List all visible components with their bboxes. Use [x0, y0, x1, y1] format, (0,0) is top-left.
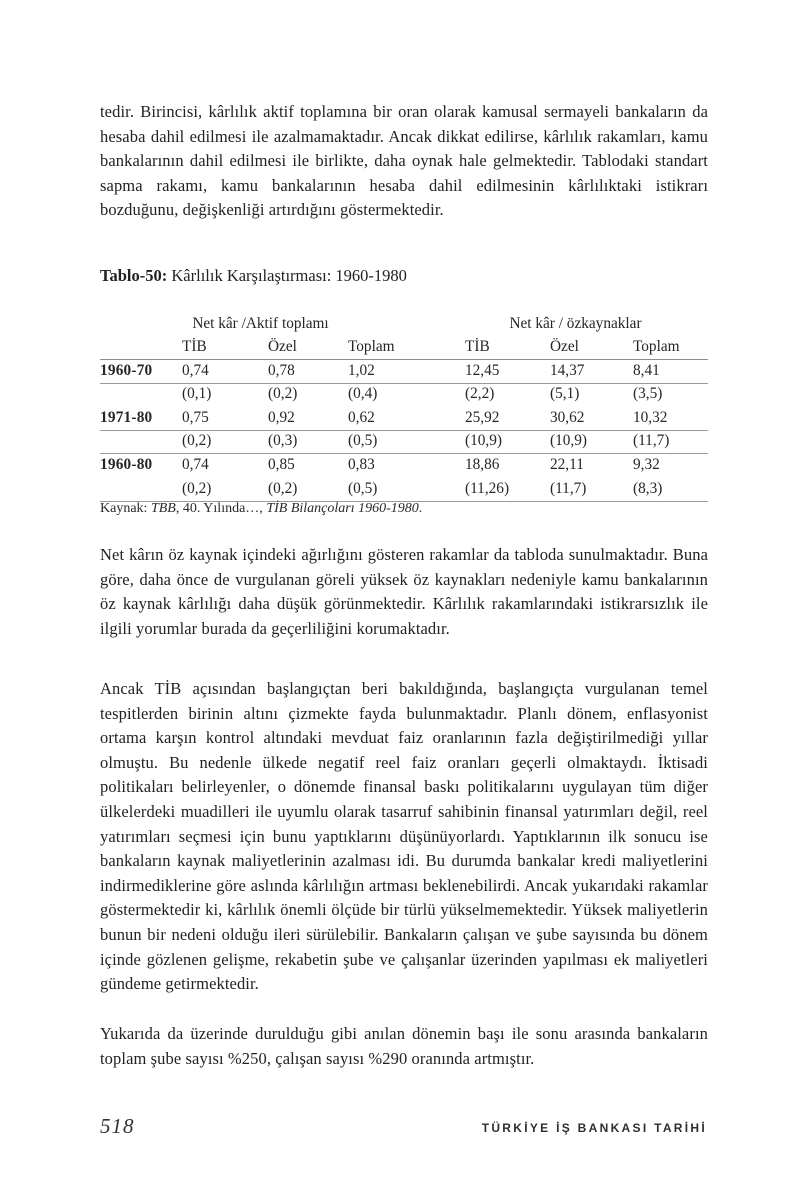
table-cell: (0,1) [182, 385, 212, 402]
table-cell: 0,74 [182, 456, 209, 473]
table-cell: 18,86 [465, 456, 500, 473]
table-title-label: Tablo-50: [100, 266, 168, 285]
table-cell: 30,62 [550, 409, 585, 426]
row-label: 1971-80 [100, 409, 153, 426]
running-title: TÜRKİYE İŞ BANKASI TARİHİ [481, 1121, 707, 1135]
column-header: Özel [550, 338, 579, 355]
group-header-net-profit-assets: Net kâr /Aktif toplamı [192, 315, 329, 332]
table-cell: 0,78 [268, 362, 295, 379]
table-title-text: Kârlılık Karşılaştırması: 1960-1980 [167, 266, 407, 285]
source-mid: , 40. Yılında…, [175, 501, 267, 516]
table-cell: 8,41 [633, 362, 660, 379]
table-row-1960-80-stddev [100, 477, 708, 502]
table-cell: 25,92 [465, 409, 500, 426]
row-label: 1960-70 [100, 362, 153, 379]
table-group-header-row [100, 310, 708, 333]
column-header-spacer [100, 356, 182, 359]
table-row-1960-70 [100, 360, 708, 384]
page-number: 518 [100, 1114, 135, 1138]
column-header: Özel [268, 338, 297, 355]
table-cell: (0,5) [348, 480, 378, 497]
table-cell: (0,5) [348, 432, 378, 449]
column-header: Toplam [633, 338, 680, 355]
table-cell: 1,02 [348, 362, 375, 379]
paragraph-intro: tedir. Birincisi, kârlılık aktif toplamına bir oran olarak kamusal sermayeli bankaların da hesaba dahil edilmesi ile azalmamaktadır. Ancak dikkat edilirse, kârlılık rakamları, kamu bankalarının dahil edilmesi ile birlikte, daha oynak hale gelmektedir. Tablodaki standart sapma rakamı, kamu bankalarının hesaba dahil edilmesinin kârlılıktaki istikrarı bozduğunu, değişkenliği artırdığını göstermektedir. [100, 102, 708, 220]
table-cell: (0,2) [182, 432, 212, 449]
table-cell: 14,37 [550, 362, 585, 379]
table-row-1960-80 [100, 454, 708, 477]
table-row-1971-80 [100, 406, 708, 431]
column-header: TİB [465, 338, 490, 355]
table-cell: (8,3) [633, 480, 663, 497]
source-suffix: . [418, 501, 423, 516]
row-label: 1960-80 [100, 456, 153, 473]
table-row-1960-70-stddev [100, 384, 708, 406]
column-header: TİB [182, 338, 207, 355]
table-cell: 0,74 [182, 362, 209, 379]
row-label [100, 450, 182, 453]
table-cell: 9,32 [633, 456, 660, 473]
paragraph-branch-growth: Yukarıda da üzerinde durulduğu gibi anılan dönemin başı ile sonu arasında bankaların toplam şube sayısı %250, çalışan sayısı %290 oranında artmıştır. [100, 1024, 708, 1068]
table-title [100, 266, 708, 286]
table-cell: (0,3) [268, 432, 298, 449]
paragraph-equity-weight: Net kârın öz kaynak içindeki ağırlığını gösteren rakamlar da tabloda sunulmaktadır. Buna göre, daha önce de vurgulanan göreli yüksek öz kaynakları nedeniyle kamu bankalarının öz kaynak kârlılığı daha düşük görünmektedir. Kârlılık rakamlarındaki istikrarsızlık ile ilgili yorumlar burada da geçerliliğini korumaktadır. [100, 545, 708, 638]
table-cell: (2,2) [465, 385, 495, 402]
table-source-line [100, 501, 708, 517]
paragraph-tib-analysis: Ancak TİB açısından başlangıçtan beri bakıldığında, başlangıçta vurgulanan temel tespitlerden birinin altını çizmekte fayda bulunmaktadır. Planlı dönem, enflasyonist ortama karşın kontrol altındaki mevduat faiz oranlarının fazla değiştirilmediği yıllar olmuştu. Bu nedenle ülkede negatif reel faiz oranları geçerli olmaktaydı. İktisadi politikaları belirleyenler, o dönemde finansal baskı politikalarını uygulayan tüm diğer ülkelerdeki muadilleri ile uyumlu olarak tasarruf sahibinin finansal yatırımları değil, reel yatırımları seçmesi için bunu yaptıklarını düşünüyorlardı. Yaptıklarının ilk sonucu ise bankaların kaynak maliyetlerinin azalması idi. Bu durumda bankalar kredi maliyetlerini indirmediklerine göre aslında kârlılığın artması beklenebilirdi. Ancak yukarıdaki rakamlar göstermektedir ki, kârlılık önemli ölçüde bir türlü yükselmemektedir. Yüksek maliyetlerin bunun bir nedeni olduğu ileri sürülebilir. Bankaların çalışan ve şube sayısında bu dönem içinde gözlenen gelişme, rekabetin şube ve çalışanlar üzerinden yapılması ek maliyetleri gündeme getirmektedir. [100, 679, 708, 994]
table-cell: (10,9) [465, 432, 502, 449]
table-cell: (11,7) [550, 480, 587, 497]
table-cell: (5,1) [550, 385, 580, 402]
table-cell: (10,9) [550, 432, 587, 449]
table-cell: (0,4) [348, 385, 378, 402]
table-cell: (3,5) [633, 385, 663, 402]
row-label [100, 403, 182, 406]
table-cell: 0,75 [182, 409, 209, 426]
source-ref-tib-balance: TİB Bilançoları 1960-1980 [266, 501, 419, 516]
table-column-header-row [100, 333, 708, 360]
comparison-table [100, 310, 708, 502]
table-cell: (11,26) [465, 480, 510, 497]
table-row-1971-80-stddev [100, 431, 708, 454]
source-ref-tbb: TBB [150, 501, 176, 516]
source-prefix: Kaynak: [100, 501, 151, 516]
table-cell: 10,32 [633, 409, 668, 426]
table-cell: 12,45 [465, 362, 500, 379]
table-cell: 0,85 [268, 456, 295, 473]
table-cell: (0,2) [268, 385, 298, 402]
table-cell: 0,62 [348, 409, 375, 426]
table-cell: 22,11 [550, 456, 584, 473]
table-cell: 0,83 [348, 456, 375, 473]
column-header: Toplam [348, 338, 395, 355]
table-cell: (0,2) [182, 480, 212, 497]
table-cell: (0,2) [268, 480, 298, 497]
group-header-net-profit-equity: Net kâr / özkaynaklar [509, 315, 642, 332]
table-cell: 0,92 [268, 409, 295, 426]
table-cell: (11,7) [633, 432, 670, 449]
